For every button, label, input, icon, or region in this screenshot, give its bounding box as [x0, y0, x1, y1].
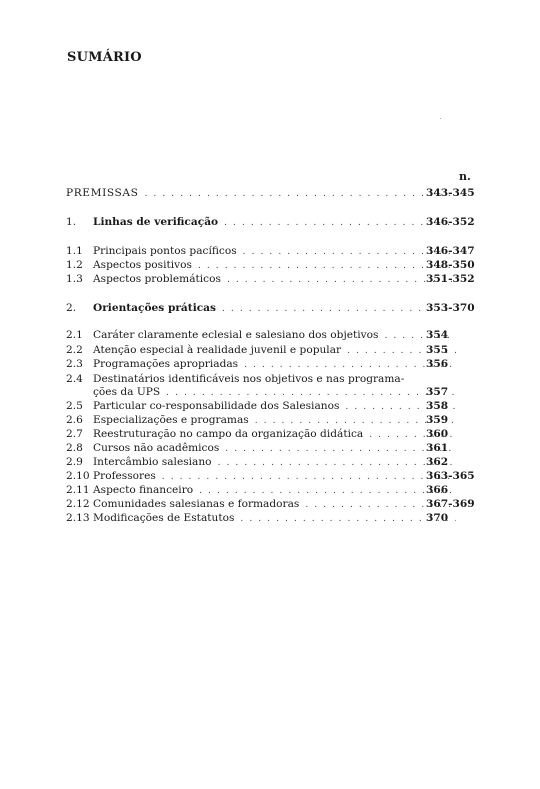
toc-entry-section-2 [66, 301, 460, 315]
toc-page: 346-347 [426, 245, 475, 257]
toc-entry-2-13 [66, 511, 460, 525]
toc-number: 2. [66, 302, 77, 314]
toc-entry-2-7 [66, 427, 460, 441]
toc-number: 1. [66, 216, 77, 228]
toc-label: Orientações práticas [93, 302, 216, 314]
toc-page: 353-370 [426, 302, 475, 314]
toc-label: Programações apropriadas [93, 358, 239, 370]
toc-number: 2.13 [66, 512, 90, 524]
toc-label: Modificações de Estatutos [93, 512, 235, 524]
dot-leader [166, 386, 456, 400]
toc-label: Intercâmbio salesiano [93, 456, 212, 468]
dot-leader [243, 245, 456, 259]
toc-entry-1-1 [66, 244, 460, 258]
toc-label: Comunidades salesianas e formadoras [93, 498, 300, 510]
page-title: SUMÁRIO [67, 50, 142, 65]
toc-label: Linhas de verificação [93, 216, 219, 228]
dot-leader [222, 302, 456, 316]
toc-entry-section-1 [66, 215, 460, 229]
toc-label: Principais pontos pacíficos [93, 245, 237, 257]
toc-page: 359 [426, 414, 449, 426]
toc-entry-2-11 [66, 483, 460, 497]
dot-leader [218, 456, 456, 470]
toc-entry-2-6 [66, 413, 460, 427]
toc-label: Atenção especial à realidade juvenil e popular [93, 344, 342, 356]
toc-page: 346-352 [426, 216, 475, 228]
dot-leader [162, 470, 456, 484]
dot-leader [145, 187, 456, 201]
toc-number: 1.3 [66, 273, 83, 285]
toc-entry-2-10 [66, 469, 460, 483]
page-column-header: n. [459, 170, 471, 183]
dot-leader [224, 216, 456, 230]
dot-leader [198, 259, 456, 273]
toc-page: 357 [426, 386, 449, 398]
toc-number: 1.2 [66, 259, 83, 271]
toc-entry-2-12 [66, 497, 460, 511]
toc-entry-2-5 [66, 399, 460, 413]
toc-label: Aspecto financeiro [93, 484, 194, 496]
toc-page: 361 [426, 442, 449, 454]
toc-number: 1.1 [66, 245, 83, 257]
toc-page: 355 [426, 344, 449, 356]
toc-label: Professores [93, 470, 156, 482]
toc-number: 2.5 [66, 400, 83, 412]
toc-entry-premissas [66, 186, 460, 200]
toc-entry-2-8 [66, 441, 460, 455]
toc-page: 360 [426, 428, 449, 440]
dot-leader [227, 273, 456, 287]
toc-label: Caráter claramente eclesial e salesiano dos objetivos [93, 329, 379, 341]
scan-speck [440, 118, 441, 119]
toc-entry-2-1 [66, 328, 460, 342]
dot-leader [240, 512, 456, 526]
toc-number: 2.3 [66, 358, 83, 370]
toc-number: 2.9 [66, 456, 83, 468]
toc-number: 2.12 [66, 498, 90, 510]
toc-page: 366 [426, 484, 449, 496]
toc-label: Particular co-responsabilidade dos Salesianos [93, 400, 340, 412]
toc-page: 348-350 [426, 259, 475, 271]
toc-number: 2.11 [66, 484, 90, 496]
dot-leader [225, 442, 456, 456]
toc-entry-2-9 [66, 455, 460, 469]
toc-entry-2-4-continued [66, 385, 460, 399]
toc-page: 370 [426, 512, 449, 524]
toc-page: 362 [426, 456, 449, 468]
toc-number: 2.7 [66, 428, 83, 440]
toc-entry-2-3 [66, 357, 460, 371]
toc-page: 343-345 [426, 187, 475, 199]
toc-label: Reestruturação no campo da organização didática [93, 428, 364, 440]
dot-leader [244, 358, 456, 372]
toc-label: Cursos não acadêmicos [93, 442, 220, 454]
toc-label: Especializações e programas [93, 414, 249, 426]
toc-entry-2-2 [66, 343, 460, 357]
toc-number: 2.4 [66, 373, 83, 385]
toc-entry-2-4 [66, 372, 466, 386]
toc-label: Destinatários identificáveis nos objetivos e nas programa- [93, 373, 405, 385]
toc-number: 2.1 [66, 329, 83, 341]
toc-label: Aspectos problemáticos [93, 273, 221, 285]
toc-number: 2.6 [66, 414, 83, 426]
toc-page: 358 [426, 400, 449, 412]
toc-label: Aspectos positivos [93, 259, 192, 271]
toc-page: 363-365 [426, 470, 475, 482]
dot-leader [199, 484, 456, 498]
toc-page: 354 [426, 329, 449, 341]
toc-page: 356 [426, 358, 449, 370]
toc-number: 2.2 [66, 344, 83, 356]
toc-entry-1-3 [66, 272, 460, 286]
toc-page: 367-369 [426, 498, 475, 510]
toc-number: 2.10 [66, 470, 90, 482]
toc-label: ções da UPS [93, 386, 161, 398]
toc-label: PREMISSAS [66, 187, 139, 199]
toc-page: 351-352 [426, 273, 475, 285]
toc-entry-1-2 [66, 258, 460, 272]
toc-number: 2.8 [66, 442, 83, 454]
